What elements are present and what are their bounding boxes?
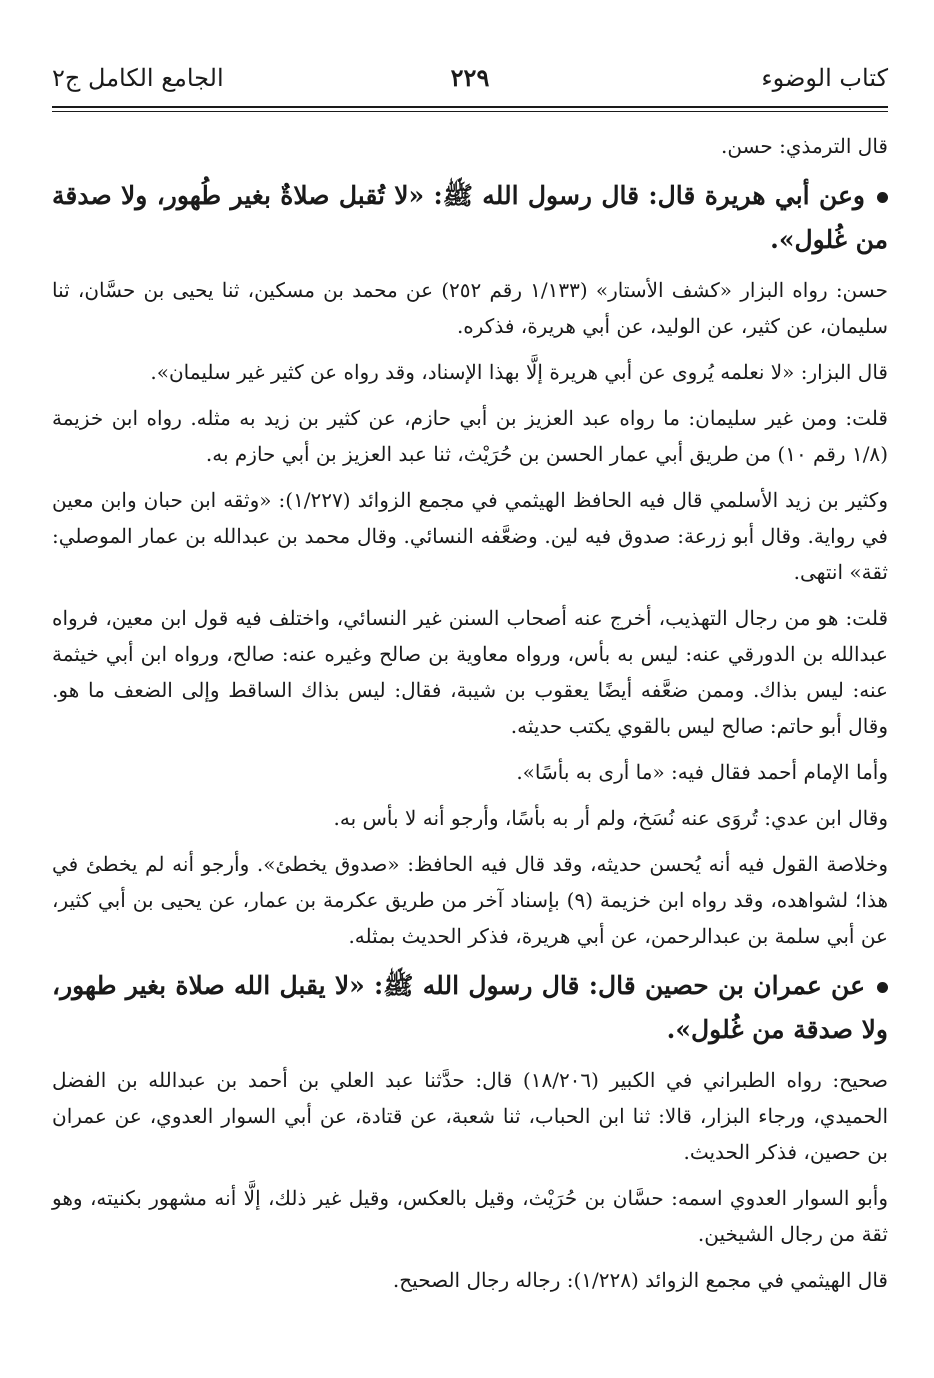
paragraph xyxy=(52,754,888,790)
hadith-text xyxy=(52,964,888,1052)
book-title: كتاب الوضوء xyxy=(761,64,888,92)
paragraph xyxy=(52,846,888,954)
paragraph-text: وقال ابن عدي: تُروَى عنه نُسَخ، ولم أر به بأسًا، وأرجو أنه لا بأس به. xyxy=(333,806,888,830)
hadith-body: عن عمران بن حصين قال: قال رسول الله ﷺ: «لا يقبل الله صلاة بغير طهور، ولا صدقة من غُلول». xyxy=(52,971,888,1044)
paragraph xyxy=(52,400,888,472)
paragraph-text: قال البزار: «لا نعلمه يُروى عن أبي هريرة إلَّا بهذا الإسناد، وقد رواه عن كثير غير سليمان». xyxy=(150,360,888,384)
hadith-body: وعن أبي هريرة قال: قال رسول الله ﷺ: «لا تُقبل صلاةٌ بغير طُهور، ولا صدقة من غُلول». xyxy=(52,181,888,254)
paragraph-text: وأما الإمام أحمد فقال فيه: «ما أرى به بأسًا». xyxy=(516,760,888,784)
paragraph xyxy=(52,272,888,344)
paragraph-text: قلت: هو من رجال التهذيب، أخرج عنه أصحاب السنن غير النسائي، واختلف فيه قول ابن معين، فرواه عبدالله بن الدورقي عنه: ليس به بأس، ورواه معاوية بن صالح وغيره عنه: صالح، ورواه ابن أبي خيثمة عنه: ليس بذاك. وممن ضعَّفه أيضًا يعقوب بن شيبة، فقال: ليس بذاك الساقط وإلى الضعف ما هو. وقال أبو حاتم: صالح ليس بالقوي يكتب حديثه. xyxy=(52,606,888,738)
paragraph-text: حسن: رواه البزار «كشف الأستار» (١/١٣٣ رقم ٢٥٢) عن محمد بن مسكين، ثنا يحيى بن حسَّان، ثنا سليمان، عن كثير، عن الوليد، عن أبي هريرة، فذكره. xyxy=(52,278,888,338)
paragraph-text: قال الترمذي: حسن. xyxy=(720,134,888,158)
bullet-icon xyxy=(877,982,888,993)
paragraph xyxy=(52,354,888,390)
paragraph xyxy=(52,1180,888,1252)
paragraph-text: وكثير بن زيد الأسلمي قال فيه الحافظ الهيثمي في مجمع الزوائد (١/٢٢٧): «وثقه ابن حبان وابن معين في رواية. وقال أبو زرعة: صدوق فيه لين. وضعَّفه النسائي. وقال محمد بن عبدالله بن عمار الموصلي: ثقة» انتهى. xyxy=(52,488,888,584)
page-body xyxy=(52,128,888,1298)
running-head xyxy=(52,56,888,100)
page-number: ٢٢٩ xyxy=(450,63,490,92)
paragraph xyxy=(52,1262,888,1298)
bullet-icon xyxy=(877,192,888,203)
paragraph xyxy=(52,600,888,744)
hadith-text xyxy=(52,174,888,262)
header-rule xyxy=(52,106,888,112)
paragraph xyxy=(52,800,888,836)
paragraph-text: وخلاصة القول فيه أنه يُحسن حديثه، وقد قال فيه الحافظ: «صدوق يخطئ». وأرجو أنه لم يخطئ في هذا؛ لشواهده، وقد رواه ابن خزيمة (٩) بإسناد آخر من طريق عكرمة بن عمار، عن يحيى بن أبي كثير، عن أبي سلمة بن عبدالرحمن، عن أبي هريرة، فذكر الحديث بمثله. xyxy=(52,852,889,948)
paragraph-text: صحيح: رواه الطبراني في الكبير (١٨/٢٠٦) قال: حدَّثنا عبد العلي بن أحمد بن عبدالله بن الفضل الحميدي، ورجاء البزار، قالا: ثنا ابن الحباب، ثنا شعبة، عن قتادة، عن أبي السوار العدوي، عن عمران بن حصين، فذكر الحديث. xyxy=(52,1068,888,1164)
paragraph xyxy=(52,1062,888,1170)
paragraph-text: قلت: ومن غير سليمان: ما رواه عبد العزيز بن أبي حازم، عن كثير بن زيد به مثله. رواه ابن خزيمة (١/٨ رقم ١٠) من طريق أبي عمار الحسن بن حُرَيْث، ثنا عبد العزيز بن أبي حازم به. xyxy=(52,406,888,466)
book-page xyxy=(52,56,888,1308)
paragraph-text: قال الهيثمي في مجمع الزوائد (١/٢٢٨): رجاله رجال الصحيح. xyxy=(392,1268,888,1292)
paragraph-text: وأبو السوار العدوي اسمه: حسَّان بن حُرَيْث، وقيل بالعكس، وقيل غير ذلك، إلَّا أنه مشهور بكنيته، وهو ثقة من رجال الشيخين. xyxy=(52,1186,888,1246)
paragraph xyxy=(52,482,888,590)
volume-title: الجامع الكامل ج٢ xyxy=(52,64,224,92)
paragraph xyxy=(52,128,888,164)
